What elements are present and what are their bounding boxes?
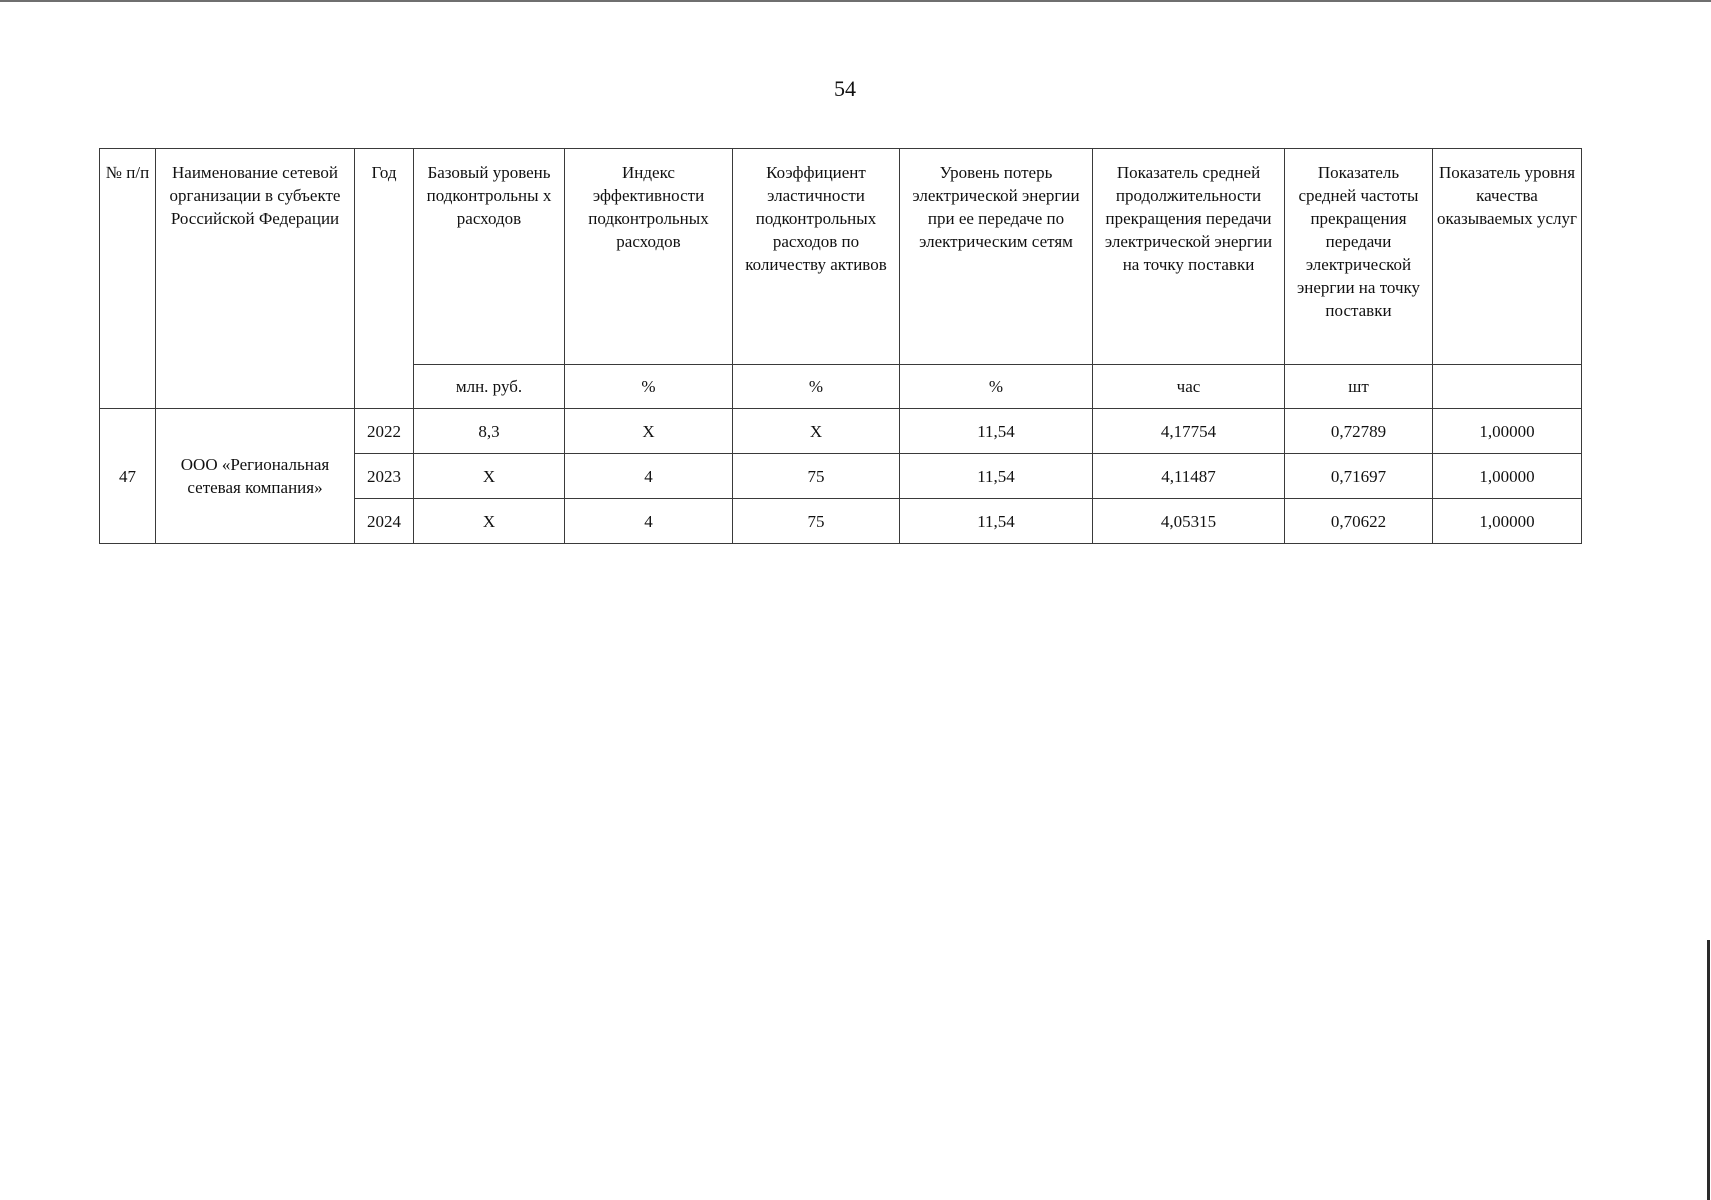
avg-interruption-duration-cell: 4,05315 <box>1093 499 1285 544</box>
avg-interruption-frequency-cell: 0,70622 <box>1285 499 1433 544</box>
elasticity-coefficient-cell: 75 <box>733 454 900 499</box>
header-avg-interruption-frequency: Показатель средней частоты прекращения передачи электрической энергии на точку поставки <box>1285 149 1433 365</box>
efficiency-index-cell: 4 <box>565 454 733 499</box>
efficiency-index-cell: X <box>565 409 733 454</box>
row-number-cell: 47 <box>100 409 156 544</box>
header-base-expenses: Базовый уровень подконтрольны х расходов <box>414 149 565 365</box>
unit-energy-losses: % <box>900 365 1093 409</box>
year-cell: 2024 <box>355 499 414 544</box>
header-elasticity-coefficient: Коэффициент эластичности подконтрольных расходов по количеству активов <box>733 149 900 365</box>
unit-elasticity-coefficient: % <box>733 365 900 409</box>
efficiency-index-cell: 4 <box>565 499 733 544</box>
unit-avg-interruption-duration: час <box>1093 365 1285 409</box>
header-avg-interruption-duration: Показатель средней продолжительности прекращения передачи электрической энергии на точку поставки <box>1093 149 1285 365</box>
base-expenses-cell: X <box>414 499 565 544</box>
header-organization: Наименование сетевой организации в субъекте Российской Федерации <box>156 149 355 409</box>
organization-name-cell: ООО «Региональная сетевая компания» <box>156 409 355 544</box>
avg-interruption-duration-cell: 4,11487 <box>1093 454 1285 499</box>
energy-losses-cell: 11,54 <box>900 499 1093 544</box>
unit-avg-interruption-frequency: шт <box>1285 365 1433 409</box>
tariff-parameters-table <box>99 148 1582 544</box>
avg-interruption-duration-cell: 4,17754 <box>1093 409 1285 454</box>
top-border-line <box>0 0 1711 2</box>
header-row <box>100 149 1582 365</box>
header-energy-losses: Уровень потерь электрической энергии при ее передаче по электрическим сетям <box>900 149 1093 365</box>
header-service-quality: Показатель уровня качества оказываемых услуг <box>1433 149 1582 365</box>
table-row <box>100 409 1582 454</box>
year-cell: 2022 <box>355 409 414 454</box>
base-expenses-cell: 8,3 <box>414 409 565 454</box>
avg-interruption-frequency-cell: 0,72789 <box>1285 409 1433 454</box>
unit-efficiency-index: % <box>565 365 733 409</box>
header-year: Год <box>355 149 414 409</box>
header-number: № п/п <box>100 149 156 409</box>
service-quality-cell: 1,00000 <box>1433 409 1582 454</box>
energy-losses-cell: 11,54 <box>900 454 1093 499</box>
unit-service-quality <box>1433 365 1582 409</box>
base-expenses-cell: X <box>414 454 565 499</box>
page-number: 54 <box>834 76 856 101</box>
elasticity-coefficient-cell: X <box>733 409 900 454</box>
unit-base-expenses: млн. руб. <box>414 365 565 409</box>
elasticity-coefficient-cell: 75 <box>733 499 900 544</box>
year-cell: 2023 <box>355 454 414 499</box>
energy-losses-cell: 11,54 <box>900 409 1093 454</box>
avg-interruption-frequency-cell: 0,71697 <box>1285 454 1433 499</box>
header-efficiency-index: Индекс эффективности подконтрольных расходов <box>565 149 733 365</box>
scan-edge-mark <box>1707 940 1710 1200</box>
service-quality-cell: 1,00000 <box>1433 499 1582 544</box>
service-quality-cell: 1,00000 <box>1433 454 1582 499</box>
